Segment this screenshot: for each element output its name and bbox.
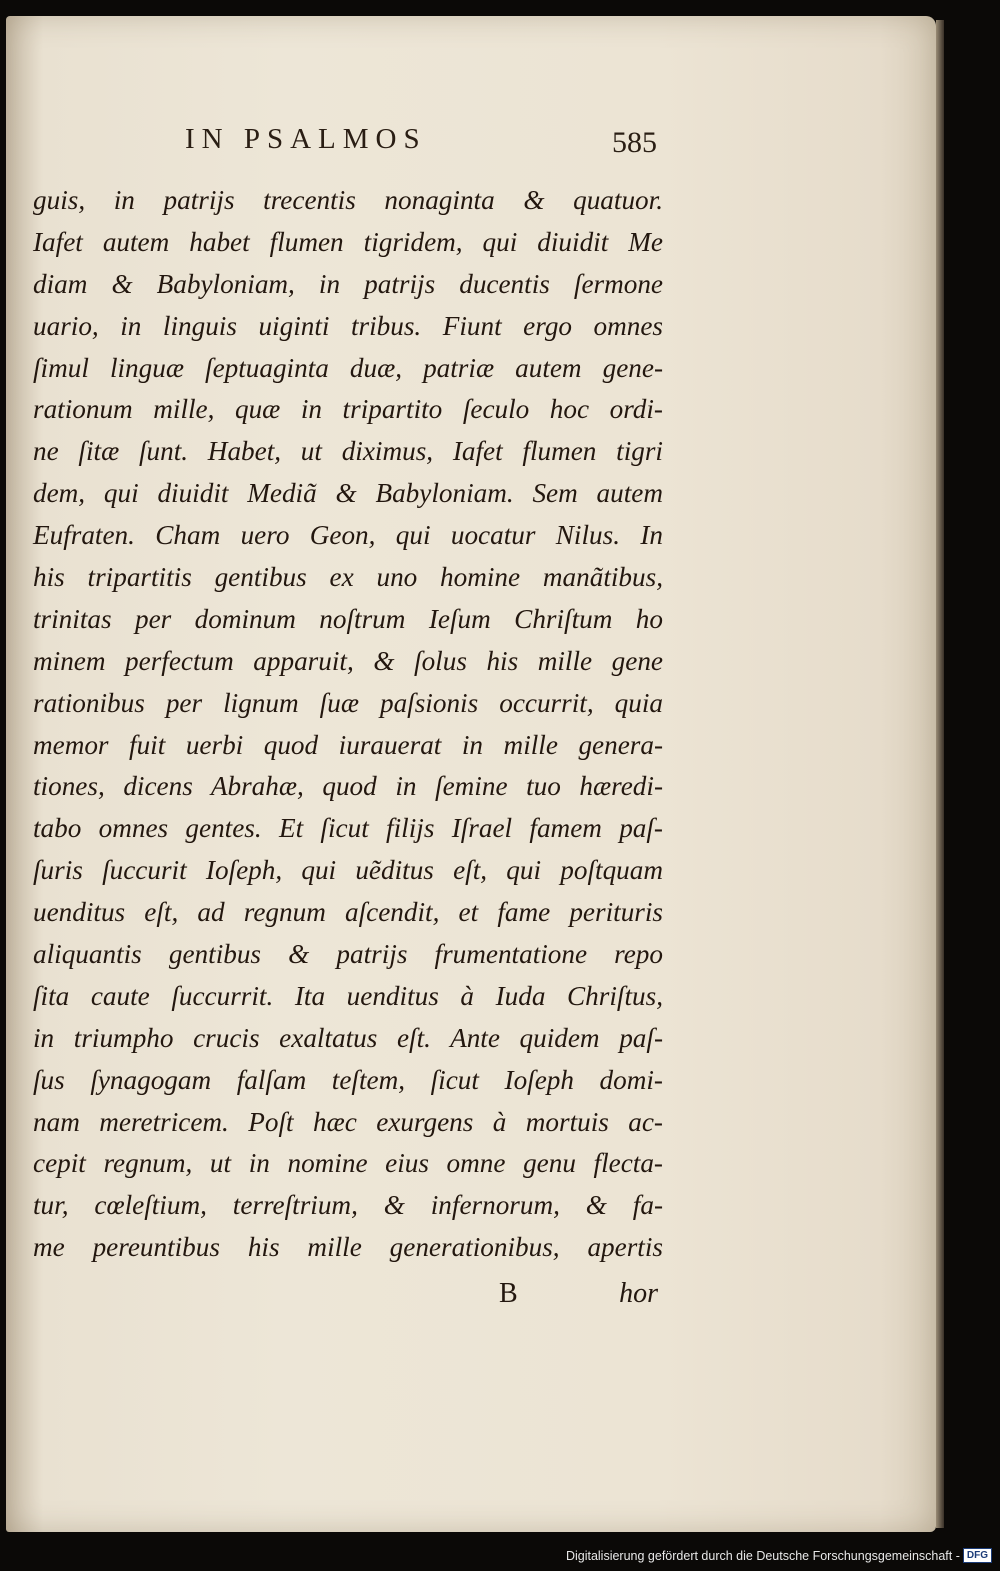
text-line: Eufraten. Cham uero Geon, qui uocatur Nilus. In [33,520,663,551]
catchword: hor [619,1278,658,1309]
page-number: 585 [612,126,657,159]
text-line: memor fuit uerbi quod iurauerat in mille genera- [33,729,663,760]
text-line: tur, cœleſtium, terreſtrium, & infernorum, & fa- [33,1190,663,1221]
text-line: diam & Babyloniam, in patrijs ducentis ſermone [33,268,663,299]
text-line: aliquantis gentibus & patrijs frumentatione repo [33,939,663,970]
text-line: Iafet autem habet flumen tigridem, qui diuidit Me [33,226,663,257]
text-line: rationibus per lignum ſuæ paſsionis occurrit, quia [33,687,663,718]
running-title: IN PSALMOS [185,123,427,155]
text-line: ſus ſynagogam falſam teſtem, ſicut Ioſeph domi- [33,1064,663,1095]
text-line: rationum mille, quæ in tripartito ſeculo hoc ordi- [33,394,663,425]
text-line: me pereuntibus his mille generationibus, apertis [33,1232,663,1263]
text-line: tiones, dicens Abrahæ, quod in ſemine tuo hæredi- [33,771,663,802]
text-line: in triumpho crucis exaltatus eſt. Ante quidem paſ- [33,1022,663,1053]
credit-text: Digitalisierung gefördert durch die Deutsche Forschungsgemeinschaft - [565,1548,960,1563]
text-line: ſuris ſuccurit Ioſeph, qui uẽditus eſt, qui poſtquam [33,855,663,886]
body-text [33,180,663,1269]
text-line: dem, qui diuidit Mediã & Babyloniam. Sem autem [33,478,663,509]
text-line: ſita caute ſuccurrit. Ita uenditus à Iuda Chriſtus, [33,980,663,1011]
text-line: ſimul linguæ ſeptuaginta duæ, patriæ autem gene- [33,352,663,383]
text-line: nam meretricem. Poſt hæc exurgens à mortuis ac- [33,1106,663,1137]
text-line: uenditus eſt, ad regnum aſcendit, et fame perituris [33,897,663,928]
signature-mark: B [499,1278,518,1309]
dfg-logo: DFG [963,1548,992,1563]
text-line: trinitas per dominum noſtrum Ieſum Chriſtum ho [33,603,663,634]
text-line: cepit regnum, ut in nomine eius omne genu flecta- [33,1148,663,1179]
digitization-credit [566,1548,992,1563]
text-line: tabo omnes gentes. Et ſicut filijs Iſrael famem paſ- [33,813,663,844]
text-line: ne ſitæ ſunt. Habet, ut diximus, Iafet flumen tigri [33,436,663,467]
text-line: minem perfectum apparuit, & ſolus his mille gene [33,645,663,676]
page-edge [936,20,944,1528]
text-line: guis, in patrijs trecentis nonaginta & quatuor. [33,185,663,215]
text-line: uario, in linguis uiginti tribus. Fiunt ergo omnes [33,310,663,341]
text-line: his tripartitis gentibus ex uno homine manãtibus, [33,562,663,593]
